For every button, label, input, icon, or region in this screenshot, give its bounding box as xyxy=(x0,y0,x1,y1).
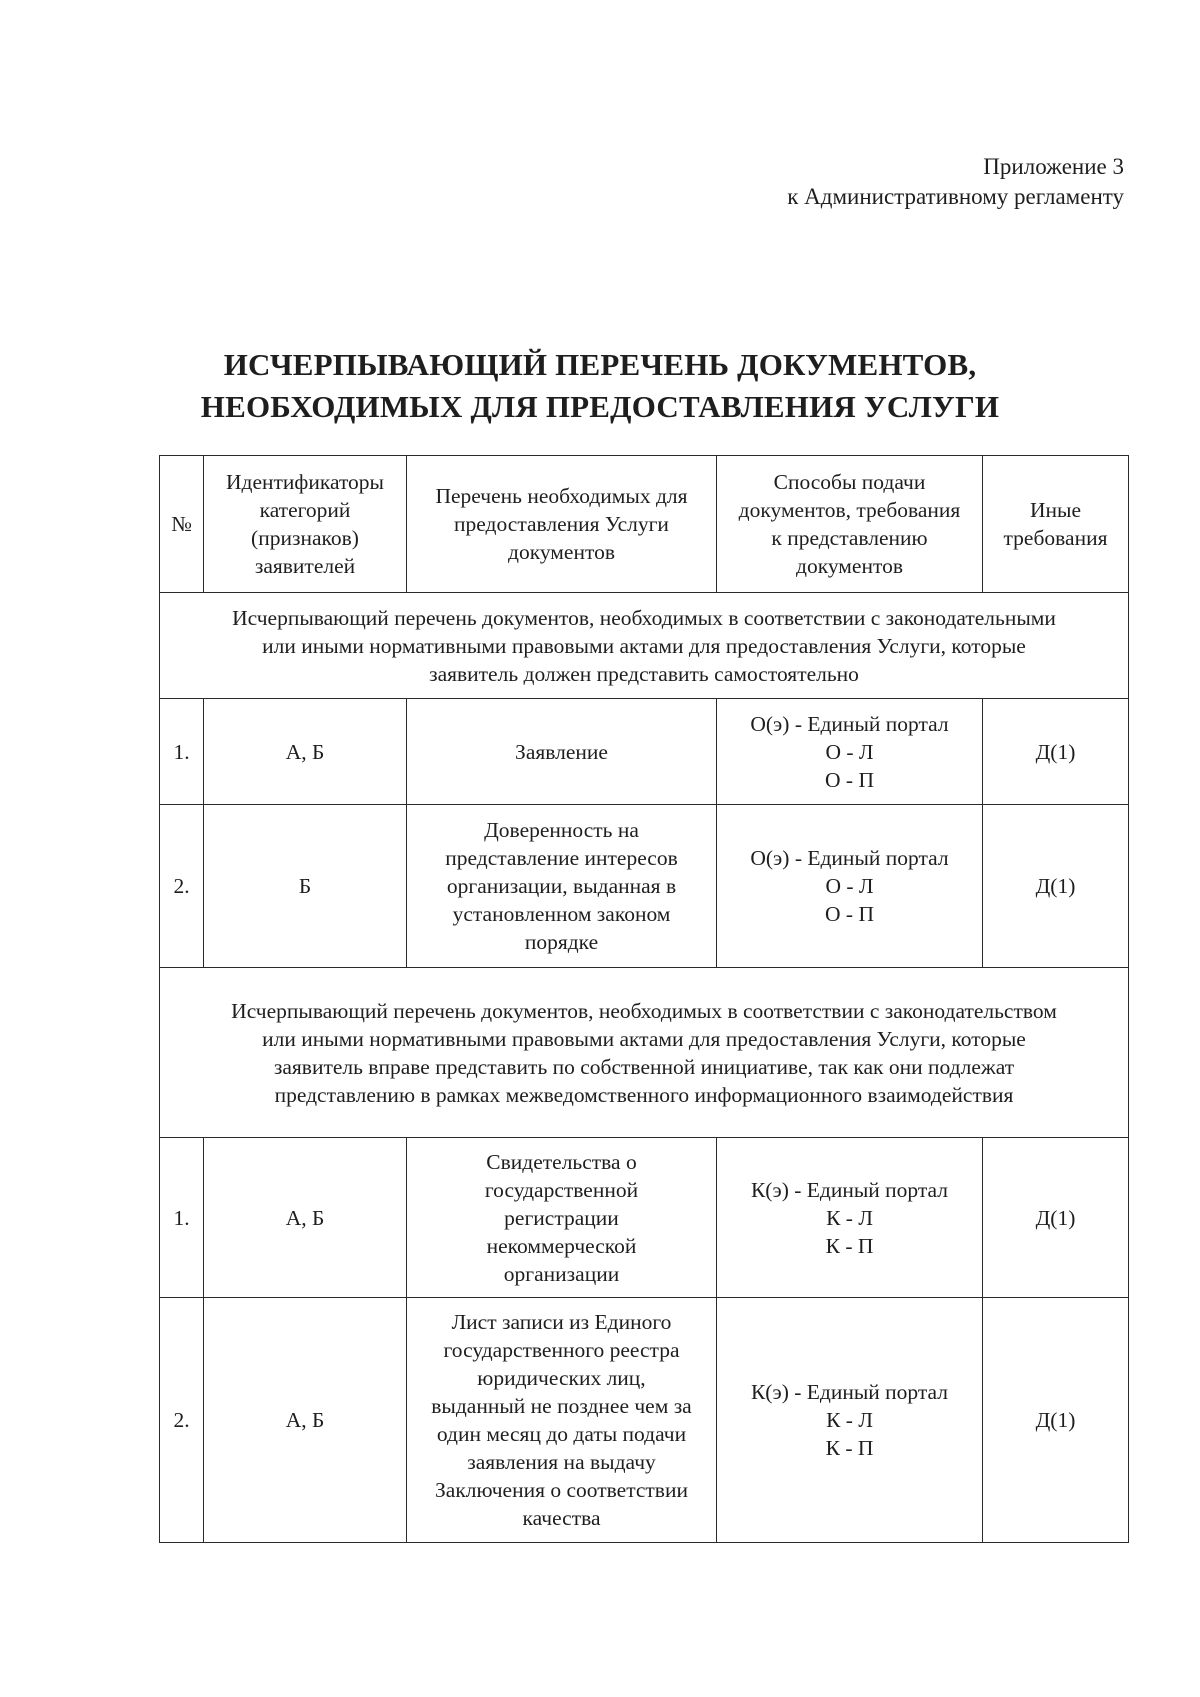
document-line: Заключения о соответствии xyxy=(435,1478,688,1502)
method-line: К - П xyxy=(825,1233,874,1258)
document-line: организации, выданная в xyxy=(446,874,677,898)
row-document xyxy=(407,699,717,805)
appendix-line-1: Приложение 3 xyxy=(983,154,1124,179)
method-line: К - Л xyxy=(826,1408,873,1432)
header-text-line: требования xyxy=(1003,526,1108,550)
table-row xyxy=(160,805,1129,968)
header-categories xyxy=(204,456,407,593)
document-line: регистрации xyxy=(504,1205,619,1230)
section-heading-line: или иными нормативными правовыми актами для предоставления Услуги, которые xyxy=(262,633,1026,658)
header-text-line: категорий xyxy=(259,498,351,522)
row-methods xyxy=(717,1298,983,1543)
document-line: один месяц до даты подачи xyxy=(436,1422,687,1446)
row-categories: А, Б xyxy=(204,1138,407,1298)
row-number: 1. xyxy=(160,699,204,805)
method-line: К(э) - Единый портал xyxy=(750,1177,949,1202)
header-text-line: к представлению xyxy=(771,526,928,550)
section-heading-line: Исчерпывающий перечень документов, необходимых в соответствии с законодательными xyxy=(232,605,1056,630)
section-heading-line: или иными нормативными правовыми актами для предоставления Услуги, которые xyxy=(262,1026,1026,1051)
document-line: выданный не позднее чем за xyxy=(431,1394,692,1418)
method-line: К(э) - Единый портал xyxy=(750,1380,949,1404)
document-line: некоммерческой xyxy=(486,1233,637,1258)
table-row xyxy=(160,1138,1129,1298)
method-line: О(э) - Единый портал xyxy=(750,846,949,870)
document-line: юридических лиц, xyxy=(477,1366,646,1390)
method-line: К - Л xyxy=(826,1205,873,1230)
row-other: Д(1) xyxy=(983,805,1129,968)
row-document xyxy=(407,1298,717,1543)
method-line: О - П xyxy=(825,767,874,792)
header-other xyxy=(983,456,1129,593)
row-number: 2. xyxy=(160,1298,204,1543)
header-num: № xyxy=(160,456,204,593)
method-line: О - Л xyxy=(825,739,874,764)
row-methods xyxy=(717,805,983,968)
row-number: 2. xyxy=(160,805,204,968)
section-heading xyxy=(160,968,1129,1138)
header-text-line: предоставления Услуги xyxy=(454,512,669,536)
title-line-2: НЕОБХОДИМЫХ ДЛЯ ПРЕДОСТАВЛЕНИЯ УСЛУГИ xyxy=(200,389,1000,424)
header-text-line: Способы подачи xyxy=(773,470,926,494)
row-number: 1. xyxy=(160,1138,204,1298)
row-document xyxy=(407,1138,717,1298)
method-line: О(э) - Единый портал xyxy=(750,711,949,736)
appendix-line-2: к Административному регламенту xyxy=(787,184,1124,209)
document-line: качества xyxy=(522,1506,601,1530)
title-line-1: ИСЧЕРПЫВАЮЩИЙ ПЕРЕЧЕНЬ ДОКУМЕНТОВ, xyxy=(223,347,977,382)
row-document xyxy=(407,805,717,968)
documents-table xyxy=(159,455,1129,1543)
table-row xyxy=(160,699,1129,805)
header-methods xyxy=(717,456,983,593)
row-categories: А, Б xyxy=(204,699,407,805)
document-line: Заявление xyxy=(515,739,608,764)
section-heading-line: представлению в рамках межведомственного информационного взаимодействия xyxy=(274,1082,1014,1107)
row-other: Д(1) xyxy=(983,699,1129,805)
section-heading-row xyxy=(160,968,1129,1138)
document-line: установленном законом xyxy=(452,902,671,926)
method-line: К - П xyxy=(825,1436,874,1460)
header-documents xyxy=(407,456,717,593)
row-other: Д(1) xyxy=(983,1138,1129,1298)
method-line: О - Л xyxy=(825,874,874,898)
header-text-line: Идентификаторы xyxy=(225,470,385,494)
row-categories: Б xyxy=(204,805,407,968)
row-categories: А, Б xyxy=(204,1298,407,1543)
header-text-line: документов xyxy=(796,554,903,578)
section-heading-row xyxy=(160,593,1129,699)
table-header-row xyxy=(160,456,1129,593)
header-text-line: документов, требования xyxy=(738,498,961,522)
header-text-line: (признаков) xyxy=(251,526,359,550)
section-heading-line: заявитель вправе представить по собственной инициативе, так как они подлежат xyxy=(273,1054,1015,1079)
header-text-line: заявителей xyxy=(254,554,356,578)
document-line: государственной xyxy=(484,1177,639,1202)
table-row xyxy=(160,1298,1129,1543)
document-line: Лист записи из Единого xyxy=(451,1310,672,1334)
row-other: Д(1) xyxy=(983,1298,1129,1543)
document-title xyxy=(0,344,1200,428)
appendix-note xyxy=(787,152,1124,212)
section-heading-line: заявитель должен представить самостоятельно xyxy=(429,661,859,686)
header-text-line: Иные xyxy=(1029,498,1082,522)
section-heading-line: Исчерпывающий перечень документов, необходимых в соответствии с законодательством xyxy=(231,998,1057,1023)
document-line: порядке xyxy=(524,930,599,954)
document-line: представление интересов xyxy=(445,846,678,870)
section-heading xyxy=(160,593,1129,699)
header-text-line: Перечень необходимых для xyxy=(435,484,688,508)
document-line: Доверенность на xyxy=(484,818,639,842)
document-line: организации xyxy=(503,1261,620,1286)
document-line: Свидетельства о xyxy=(486,1149,637,1174)
document-line: заявления на выдачу xyxy=(467,1450,656,1474)
document-line: государственного реестра xyxy=(443,1338,680,1362)
header-text-line: документов xyxy=(508,540,615,564)
row-methods xyxy=(717,699,983,805)
row-methods xyxy=(717,1138,983,1298)
method-line: О - П xyxy=(825,902,874,926)
